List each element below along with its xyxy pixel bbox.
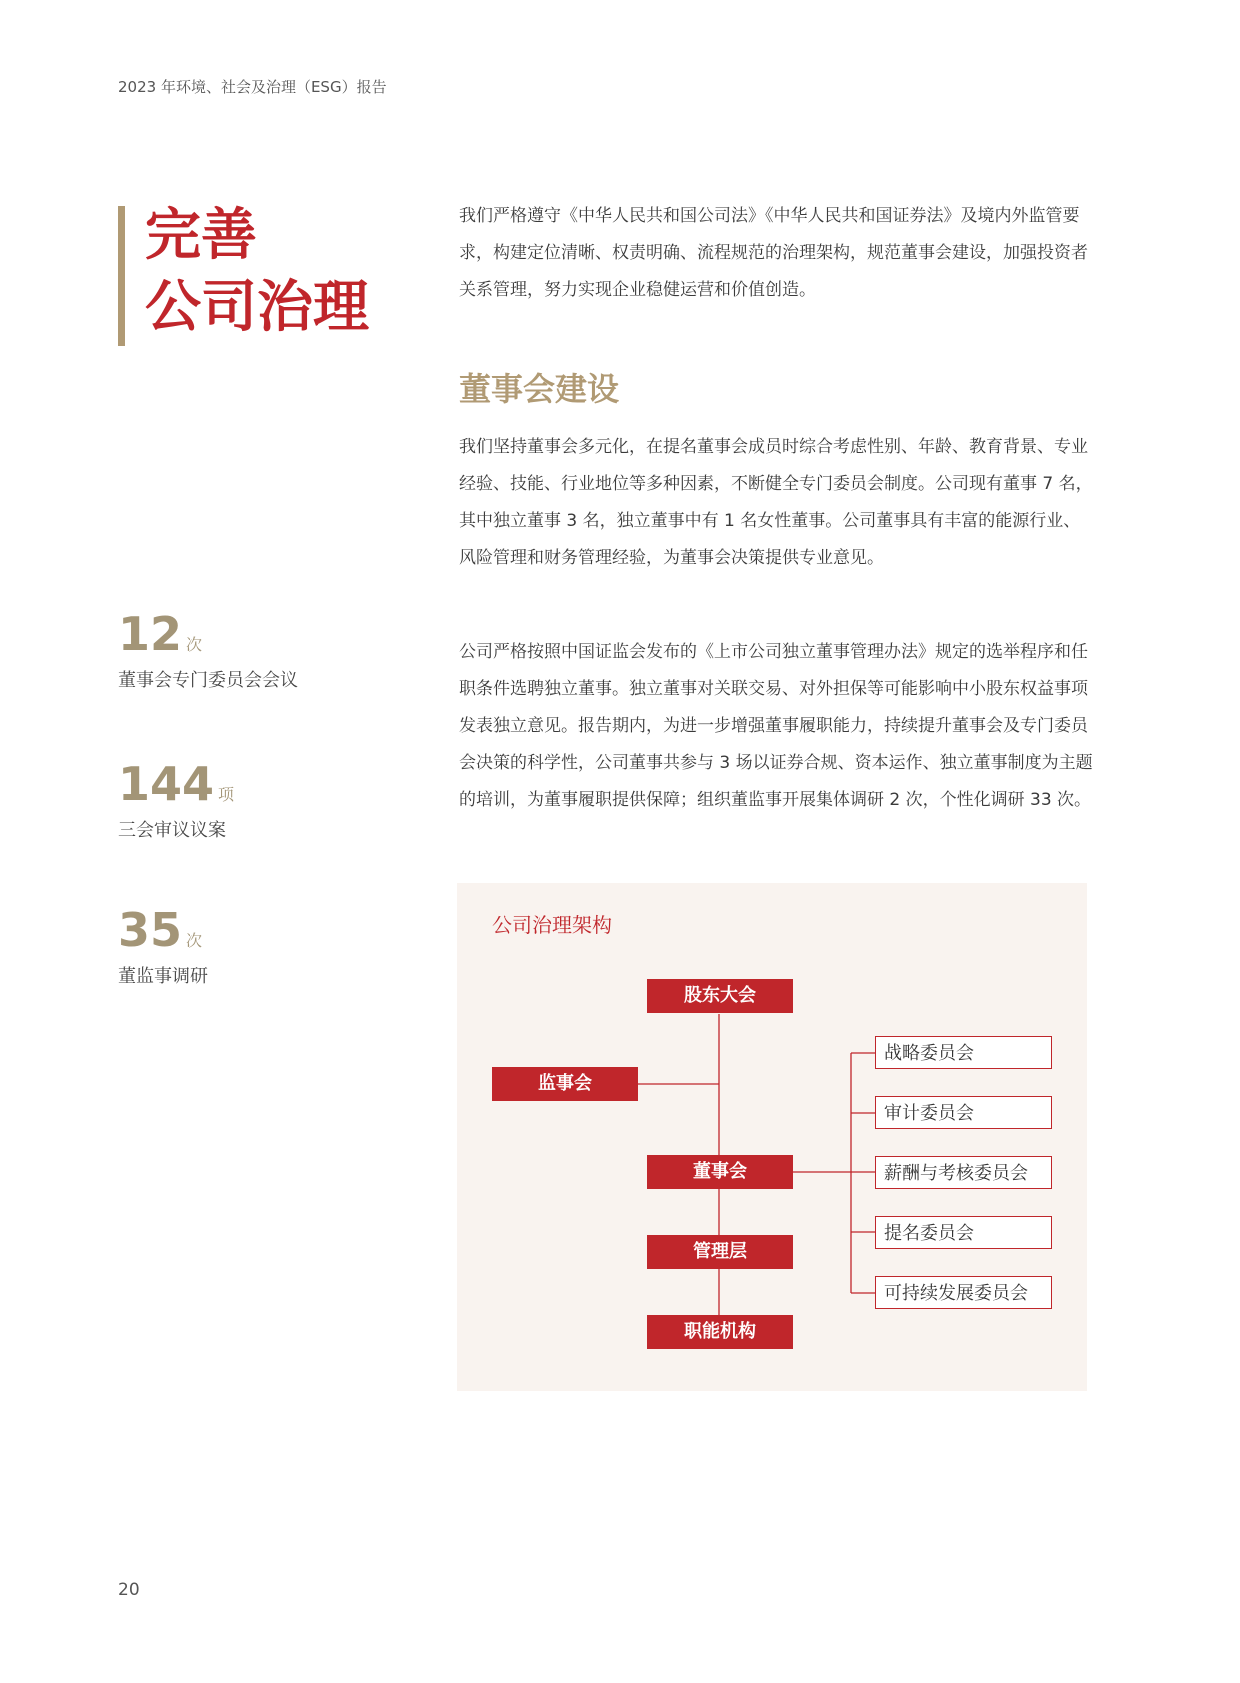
intro-paragraph: 我们严格遵守《中华人民共和国公司法》《中华人民共和国证券法》及境内外监管要求，构建定位清晰、权责明确、流程规范的治理架构，规范董事会建设，加强投资者关系管理，努力实现企业稳健运营和价值创造。	[459, 206, 1088, 300]
org-node-management: 管理层	[647, 1235, 793, 1269]
stat-unit: 次	[186, 635, 203, 654]
board-section-title: 董事会建设	[459, 370, 620, 408]
stat-label: 三会审议议案	[118, 820, 226, 841]
title-accent-bar	[118, 206, 125, 346]
page-number: 20	[118, 1580, 140, 1600]
report-header: 2023 年环境、社会及治理（ESG）报告	[118, 78, 387, 96]
section-title-line1: 完善	[145, 203, 257, 268]
org-committee-remuneration: 薪酬与考核委员会	[875, 1156, 1052, 1189]
stat-committee-meetings	[118, 608, 298, 692]
stat-proposals	[118, 758, 234, 842]
org-node-board: 董事会	[647, 1155, 793, 1189]
org-committee-audit: 审计委员会	[875, 1096, 1052, 1129]
section-title	[145, 200, 369, 344]
stat-unit: 次	[186, 931, 203, 950]
board-paragraph-2: 公司严格按照中国证监会发布的《上市公司独立董事管理办法》规定的选举程序和任职条件选聘独立董事。独立董事对关联交易、对外担保等可能影响中小股东权益事项发表独立意见。报告期内，为进一步增强董事履职能力，持续提升董事会及专门委员会决策的科学性，公司董事共参与 3 场以证券合规、资本运作、独立董事制度为主题的培训，为董事履职提供保障；组织董监事开展集体调研 2 次，个性化调研 33 次。	[459, 642, 1093, 810]
org-node-shareholders: 股东大会	[647, 979, 793, 1013]
stat-value: 35	[118, 903, 183, 957]
org-committee-sustainability: 可持续发展委员会	[875, 1276, 1052, 1309]
stat-label: 董事会专门委员会会议	[118, 670, 298, 691]
board-paragraph-1: 我们坚持董事会多元化，在提名董事会成员时综合考虑性别、年龄、教育背景、专业经验、技能、行业地位等多种因素，不断健全专门委员会制度。公司现有董事 7 名，其中独立董事 3 名，独立董事中有 1 名女性董事。公司董事具有丰富的能源行业、风险管理和财务管理经验，为董事会决策提供专业意见。	[459, 437, 1093, 568]
org-committee-nomination: 提名委员会	[875, 1216, 1052, 1249]
stat-unit: 项	[218, 785, 235, 804]
stat-label: 董监事调研	[118, 966, 208, 987]
stat-value: 144	[118, 757, 215, 811]
org-chart-panel	[457, 883, 1087, 1391]
stat-research	[118, 904, 208, 988]
org-node-functions: 职能机构	[647, 1315, 793, 1349]
section-title-line2: 公司治理	[145, 275, 369, 340]
org-chart-title: 公司治理架构	[492, 913, 612, 937]
org-node-supervisors: 监事会	[492, 1067, 638, 1101]
org-committee-strategy: 战略委员会	[875, 1036, 1052, 1069]
stat-value: 12	[118, 607, 183, 661]
